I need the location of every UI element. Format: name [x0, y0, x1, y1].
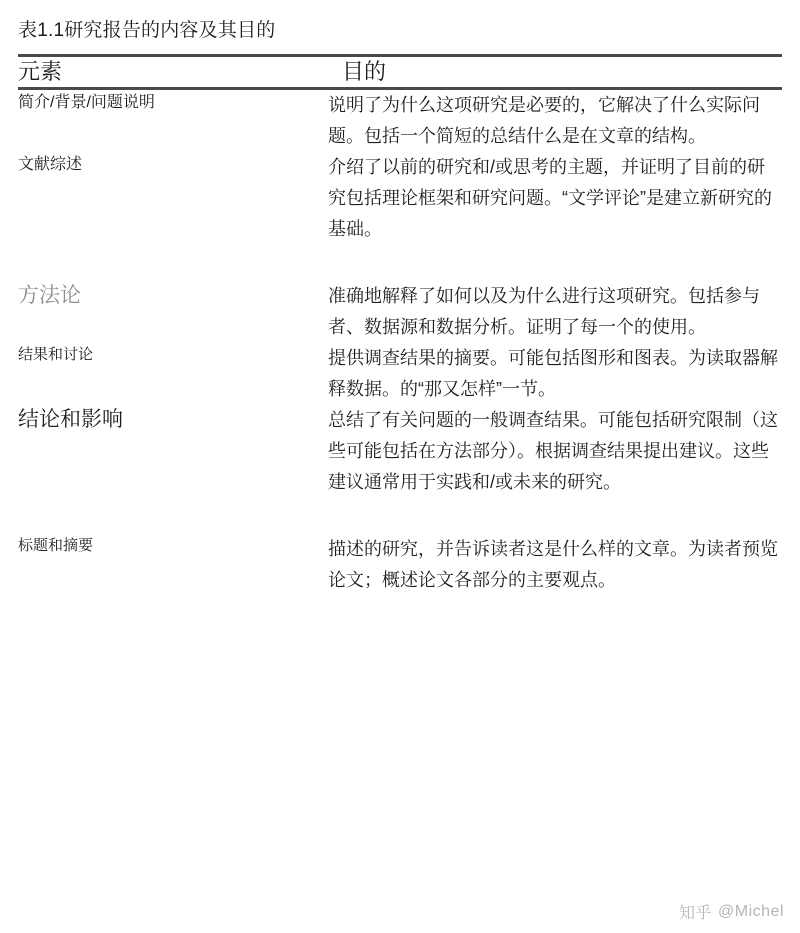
row-element-label: 简介/背景/问题说明	[18, 94, 155, 111]
table-row	[18, 405, 782, 498]
row-spacer	[18, 498, 782, 534]
row-element-label: 方法论	[18, 284, 81, 307]
row-purpose-text: 总结了有关问题的一般调查结果。可能包括研究限制（这些可能包括在方法部分）。根据调查结果提出建议。这些建议通常用于实践和/或未来的研究。	[328, 410, 778, 492]
row-purpose-text: 描述的研究，并告诉读者这是什么样的文章。为读者预览论文；概述论文各部分的主要观点。	[328, 539, 778, 590]
table-header-row	[18, 57, 782, 87]
row-purpose-text: 介绍了以前的研究和/或思考的主题，并证明了目前的研究包括理论框架和研究问题。“文学评论”是建立新研究的基础。	[328, 157, 772, 239]
row-spacer	[18, 245, 782, 281]
row-element-label: 结果和讨论	[18, 346, 94, 363]
row-purpose-text: 说明了为什么这项研究是必要的，它解决了什么实际问题。包括一个简短的总结什么是在文章的结构。	[328, 95, 760, 146]
table-row	[18, 152, 782, 245]
column-header-purpose: 目的	[342, 59, 387, 84]
footer-spacer	[18, 596, 782, 636]
row-purpose-text: 提供调查结果的摘要。可能包括图形和图表。为读取器解释数据。的“那又怎样”一节。	[328, 348, 778, 399]
column-header-element: 元素	[18, 59, 63, 84]
table-header	[18, 57, 782, 87]
table-row	[18, 90, 782, 152]
table-row	[18, 281, 782, 343]
table-row	[18, 534, 782, 596]
row-element-label: 结论和影响	[18, 408, 123, 431]
row-element-label: 标题和摘要	[18, 537, 94, 554]
watermark	[679, 900, 784, 923]
table-row	[18, 343, 782, 405]
table-caption: 表1.1研究报告的内容及其目的	[18, 20, 276, 41]
zhihu-logo-icon: 知乎	[679, 905, 713, 922]
watermark-username: @Michel	[718, 902, 784, 920]
research-report-table	[18, 57, 782, 87]
research-report-table-body	[18, 90, 782, 596]
row-purpose-text: 准确地解释了如何以及为什么进行这项研究。包括参与者、数据源和数据分析。证明了每一个的使用。	[328, 286, 760, 337]
row-element-label: 文献综述	[18, 156, 83, 173]
